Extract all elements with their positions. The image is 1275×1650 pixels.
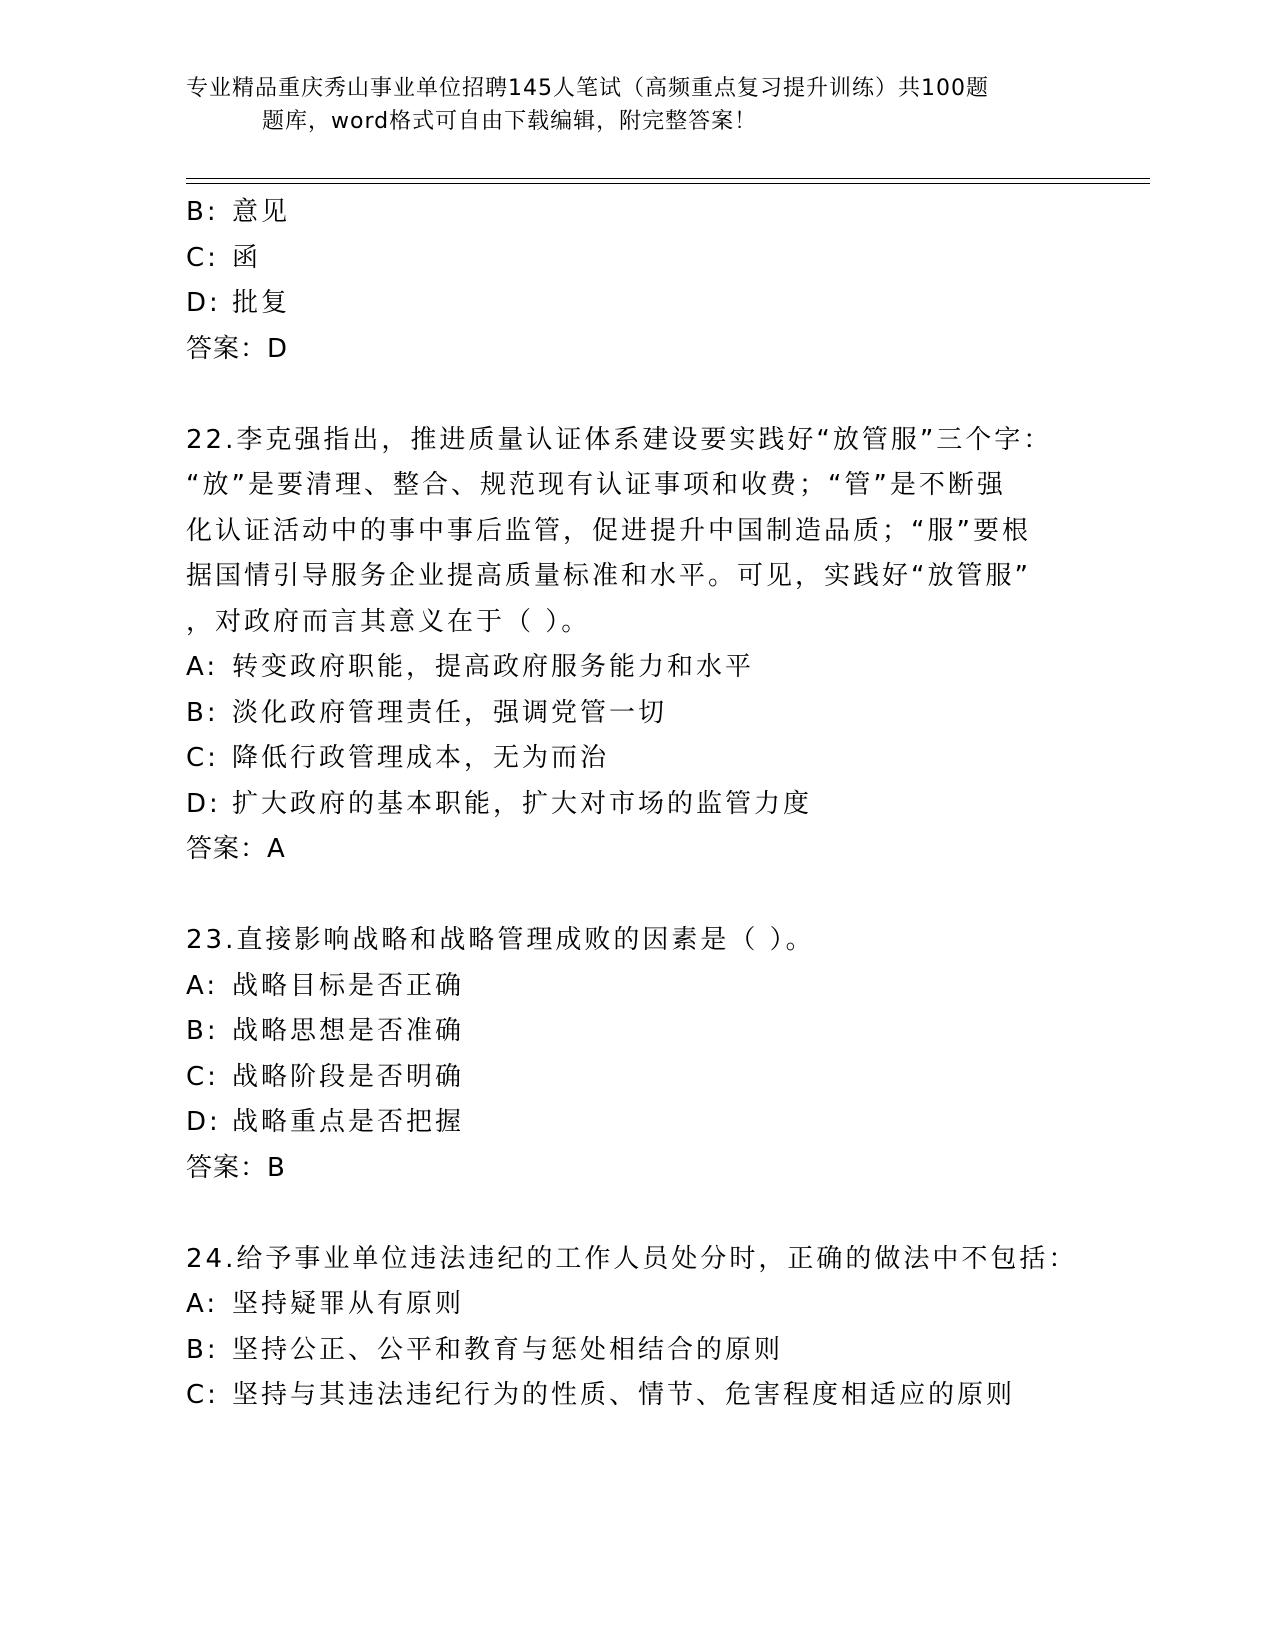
question-21-tail — [186, 190, 1076, 372]
option-c: C: 战略阶段是否明确 — [186, 1061, 465, 1092]
answer-line: 答案：B — [186, 1152, 286, 1183]
question-22 — [186, 418, 1076, 873]
option-a: A: 转变政府职能，提高政府服务能力和水平 — [186, 652, 755, 682]
option-b: B: 意见 — [186, 197, 291, 227]
header-title-line-2: 题库，word格式可自由下载编辑，附完整答案！ — [262, 109, 758, 134]
question-stem-line: “放”是要清理、整合、规范现有认证事项和收费；“管”是不断强 — [186, 470, 1006, 500]
document-header — [186, 72, 1066, 138]
spacer — [186, 1191, 1076, 1237]
question-stem-line: ，对政府而言其意义在于（ ）。 — [186, 606, 591, 637]
question-stem-line: 23.直接影响战略和战略管理成败的因素是（ ）。 — [186, 925, 815, 955]
question-stem-line: 22.李克强指出，推进质量认证体系建设要实践好“放管服”三个字： — [186, 424, 1053, 455]
option-c: C: 降低行政管理成本，无为而治 — [186, 743, 610, 773]
option-d: D: 扩大政府的基本职能，扩大对市场的监管力度 — [186, 788, 813, 819]
option-d: D: 战略重点是否把握 — [186, 1107, 465, 1137]
question-stem-line: 据国情引导服务企业提高质量标准和水平。可见，实践好“放管服” — [186, 561, 1031, 591]
spacer — [186, 873, 1076, 919]
question-content — [186, 190, 1076, 1419]
spacer — [186, 372, 1076, 418]
answer-line: 答案：A — [186, 834, 286, 864]
option-c: C: 坚持与其违法违纪行为的性质、情节、危害程度相适应的原则 — [186, 1380, 1016, 1410]
option-d: D: 批复 — [186, 288, 291, 318]
header-divider-bottom — [186, 183, 1150, 184]
header-title-line-1: 专业精品重庆秀山事业单位招聘145人笔试（高频重点复习提升训练）共100题 — [186, 76, 989, 101]
option-b: B: 战略思想是否准确 — [186, 1016, 465, 1046]
question-stem-line: 24.给予事业单位违法违纪的工作人员处分时，正确的做法中不包括： — [186, 1243, 1078, 1274]
option-a: A: 坚持疑罪从有原则 — [186, 1289, 465, 1319]
question-24 — [186, 1237, 1076, 1419]
question-23 — [186, 918, 1076, 1191]
option-a: A: 战略目标是否正确 — [186, 970, 465, 1001]
option-c: C: 函 — [186, 242, 262, 273]
option-b: B: 坚持公正、公平和教育与惩处相结合的原则 — [186, 1334, 784, 1365]
answer-line: 答案：D — [186, 333, 289, 364]
header-divider-top — [186, 178, 1150, 179]
question-stem-line: 化认证活动中的事中事后监管，促进提升中国制造品质；“服”要根 — [186, 515, 1031, 546]
option-b: B: 淡化政府管理责任，强调党管一切 — [186, 697, 668, 728]
